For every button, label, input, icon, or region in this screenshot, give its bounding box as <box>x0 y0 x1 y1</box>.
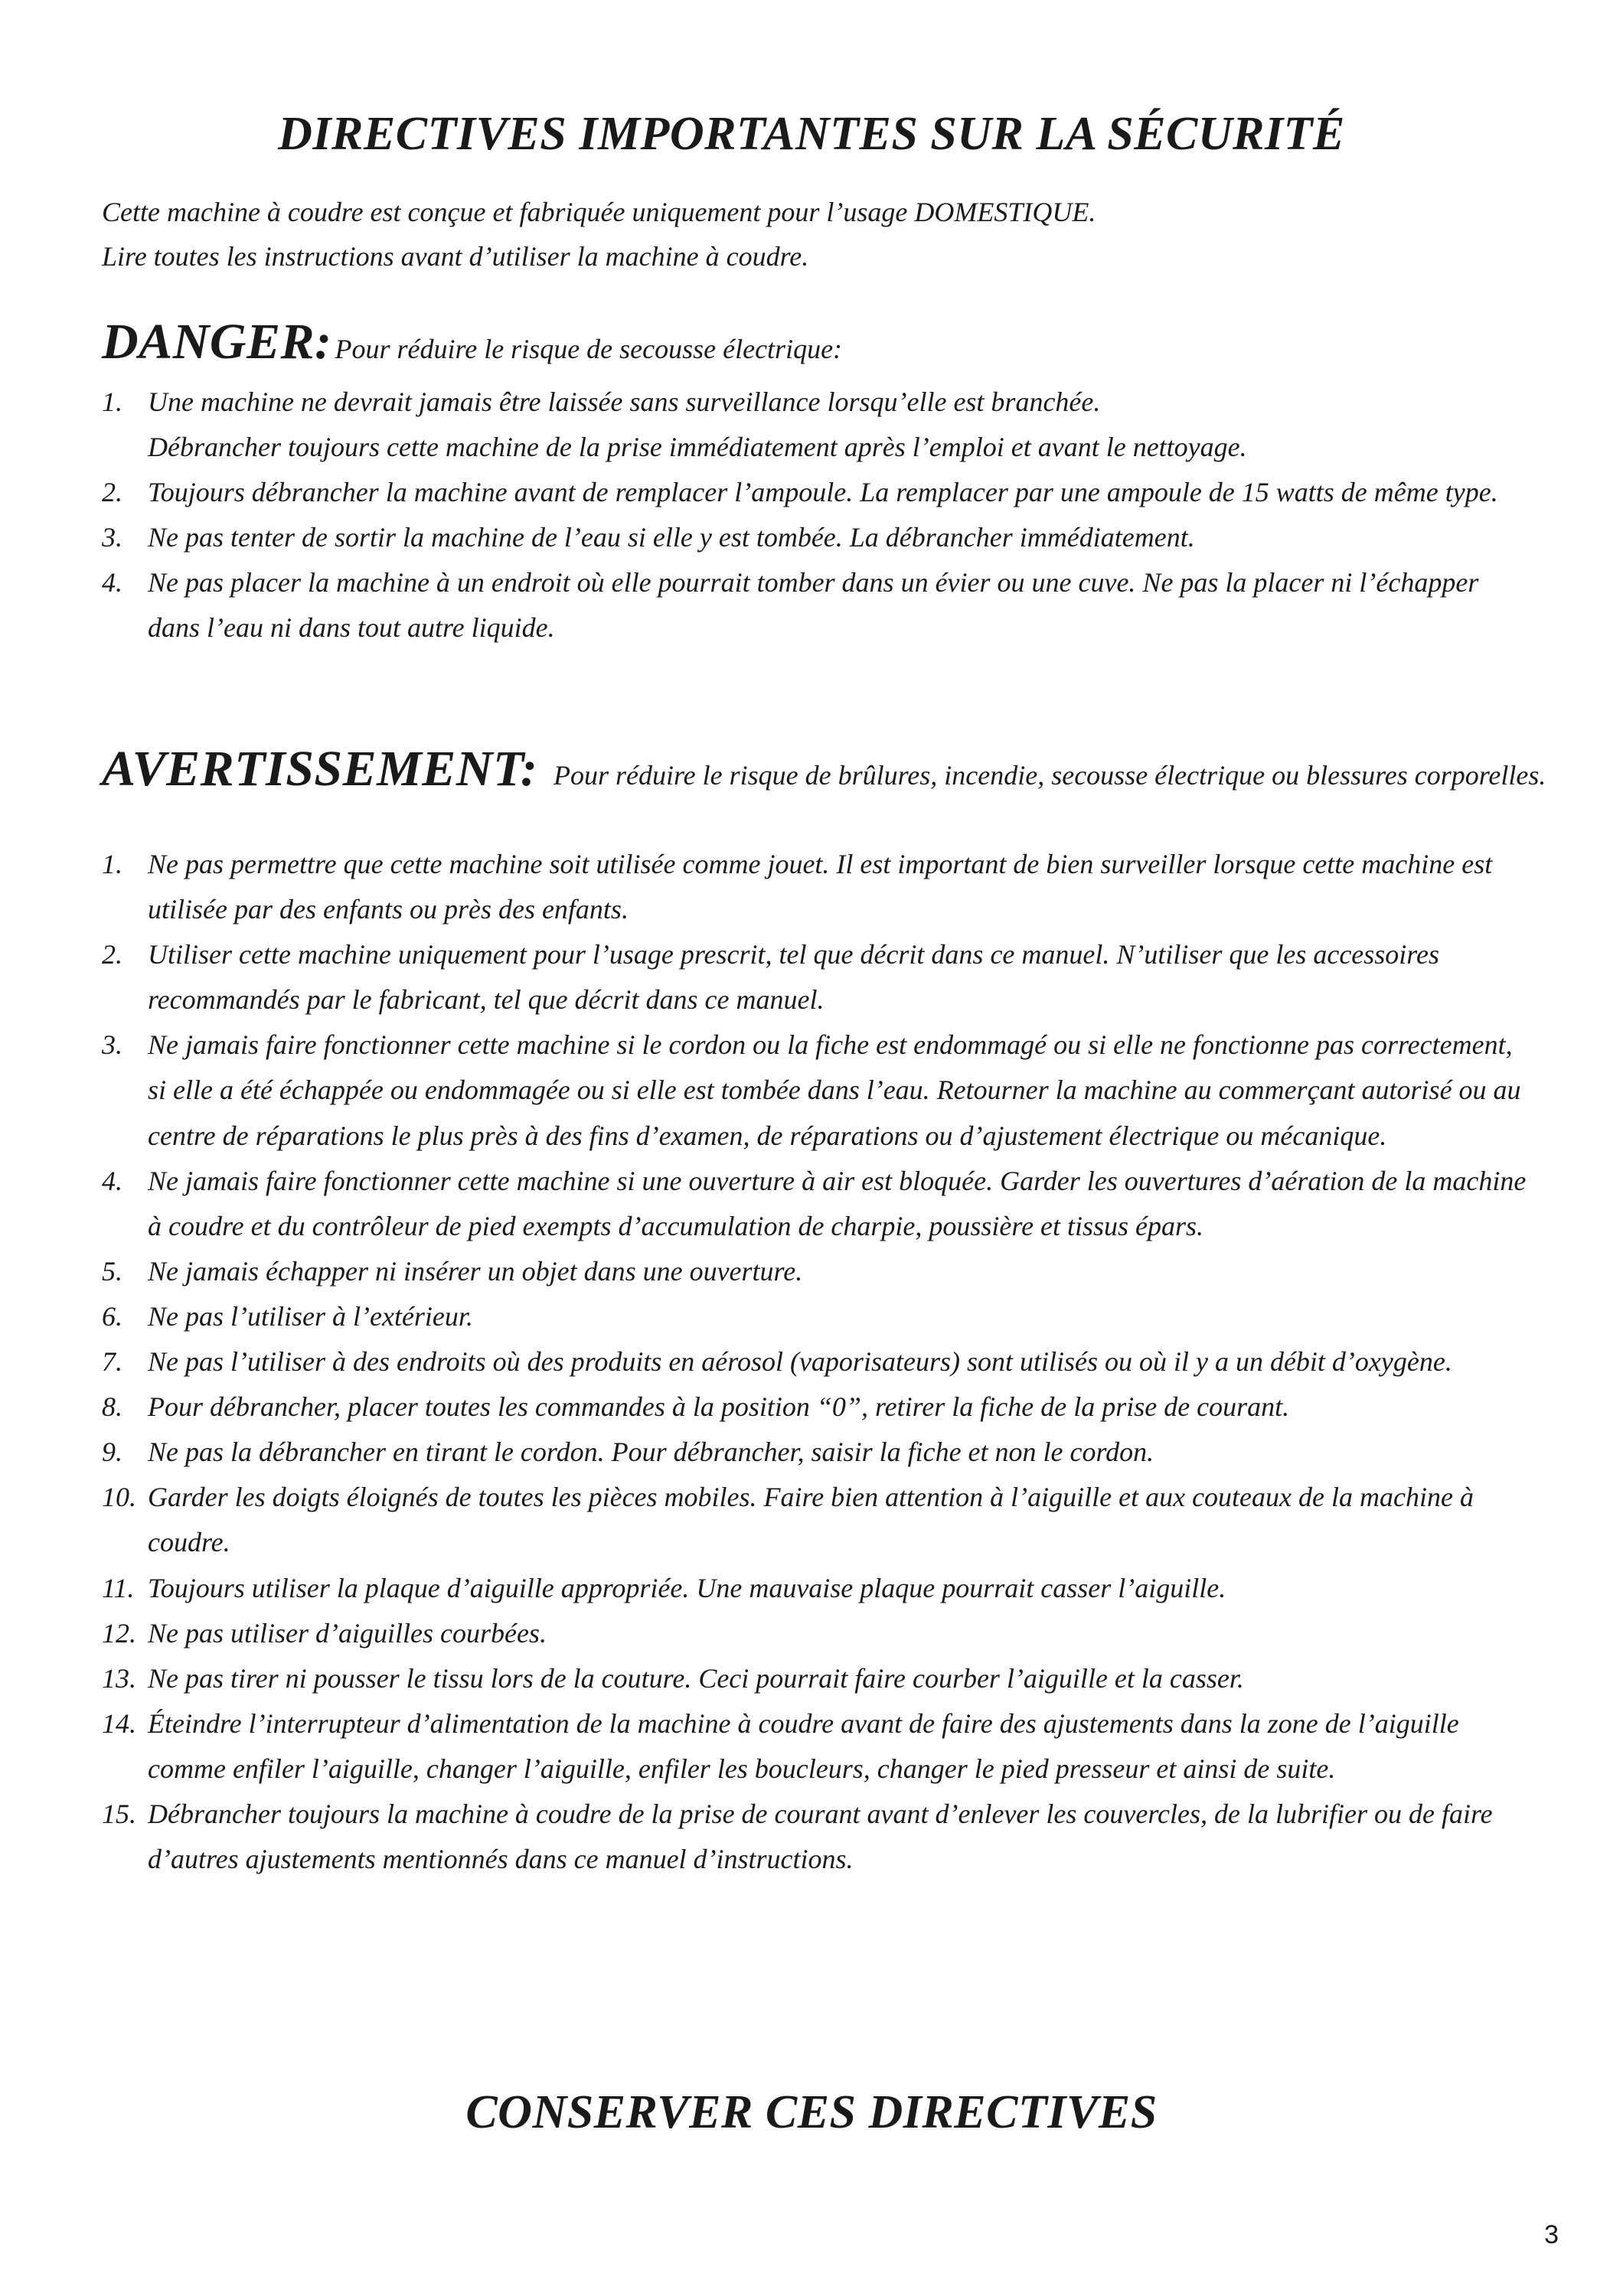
item-number: 15. <box>102 1798 136 1829</box>
list-item <box>102 470 1533 515</box>
item-text: Éteindre l’interrupteur d’alimentation de la machine à coudre avant de faire des ajustements dans la zone de l’aiguille comme enfiler l’aiguille, changer l’aiguille, enfiler les boucleurs, changer le pied presseur et ainsi de suite. <box>148 1707 1459 1784</box>
list-item <box>102 1339 1533 1384</box>
item-number: 12. <box>102 1617 136 1649</box>
avertissement-subheading: Pour réduire le risque de brûlures, incendie, secousse électrique ou blessures corporelles. <box>554 760 1546 791</box>
list-item <box>102 1566 1533 1611</box>
list-item <box>102 1701 1533 1792</box>
item-text: Ne pas la débrancher en tirant le cordon. Pour débrancher, saisir la fiche et non le cordon. <box>148 1437 1154 1468</box>
list-item <box>102 515 1533 560</box>
item-text: Toujours utiliser la plaque d’aiguille appropriée. Une mauvaise plaque pourrait casser l’aiguille. <box>148 1572 1226 1603</box>
item-number: 2. <box>102 939 122 970</box>
list-item <box>102 380 1533 470</box>
item-text: Ne pas permettre que cette machine soit utilisée comme jouet. Il est important de bien surveiller lorsque cette machine est utilisée par des enfants ou près des enfants. <box>148 849 1493 925</box>
danger-subheading: Pour réduire le risque de secousse électrique: <box>335 334 843 364</box>
item-number: 1. <box>102 849 122 879</box>
item-number: 3. <box>102 1029 122 1061</box>
intro-line: Lire toutes les instructions avant d’utiliser la machine à coudre. <box>102 241 809 272</box>
list-item <box>102 932 1533 1022</box>
item-text: Ne jamais échapper ni insérer un objet dans une ouverture. <box>148 1255 803 1287</box>
item-number: 13. <box>102 1662 136 1694</box>
item-text: Ne jamais faire fonctionner cette machine si le cordon ou la fiche est endommagé ou si elle ne fonctionne pas correctement, si elle a été échappée ou endommagée ou si elle est tombée dans l’eau. Retourner la machine au commerçant autorisé ou au centre de réparations le plus près à des fins d’examen, de réparations ou d’ajustement électrique ou mécanique. <box>148 1029 1521 1151</box>
list-item <box>102 1384 1533 1430</box>
list-item <box>102 1656 1533 1701</box>
item-text: Pour débrancher, placer toutes les commandes à la position “0”, retirer la fiche de la prise de courant. <box>148 1391 1290 1423</box>
item-text: Une machine ne devrait jamais être laissée sans surveillance lorsqu’elle est branchée. <box>148 386 1101 417</box>
danger-list <box>102 380 1533 651</box>
item-number: 10. <box>102 1482 136 1513</box>
item-text: Ne jamais faire fonctionner cette machine si une ouverture à air est bloquée. Garder les ouvertures d’aération de la machine à coudre et du contrôleur de pied exempts d’accumulation de charpie, poussière et tissus épars. <box>148 1165 1527 1241</box>
list-item <box>102 1294 1533 1339</box>
item-text: Débrancher toujours la machine à coudre de la prise de courant avant d’enlever les couvercles, de la lubrifier ou de faire d’autres ajustements mentionnés dans ce manuel d’instructions. <box>148 1798 1493 1875</box>
page-number: 3 <box>1544 2220 1559 2249</box>
danger-heading <box>102 308 842 390</box>
item-number: 9. <box>102 1437 122 1468</box>
item-text: Utiliser cette machine uniquement pour l’usage prescrit, tel que décrit dans ce manuel. N’utiliser que les accessoires recommandés par le fabricant, tel que décrit dans ce manuel. <box>148 939 1439 1016</box>
avertissement-heading-word: AVERTISSEMENT: <box>102 741 538 797</box>
list-item <box>102 1475 1533 1565</box>
item-number: 5. <box>102 1255 122 1287</box>
list-item <box>102 842 1533 932</box>
list-item <box>102 1249 1533 1294</box>
list-item <box>102 1430 1533 1475</box>
item-text: Ne pas tenter de sortir la machine de l’eau si elle y est tombée. La débrancher immédiatement. <box>148 522 1195 553</box>
item-text: Débrancher toujours cette machine de la prise immédiatement après l’emploi et avant le nettoyage. <box>148 432 1247 463</box>
item-text: Ne pas tirer ni pousser le tissu lors de la couture. Ceci pourrait faire courber l’aiguille et la casser. <box>148 1662 1244 1694</box>
list-item <box>102 1792 1533 1882</box>
item-number: 4. <box>102 567 122 598</box>
item-text: Toujours débrancher la machine avant de remplacer l’ampoule. La remplacer par une ampoule de 15 watts de même type. <box>148 477 1498 508</box>
item-text: Ne pas utiliser d’aiguilles courbées. <box>148 1617 547 1649</box>
item-text: Ne pas placer la machine à un endroit où elle pourrait tomber dans un évier ou une cuve. Ne pas la placer ni l’échapper dans l’eau ni dans tout autre liquide. <box>148 567 1479 644</box>
list-item <box>102 1022 1533 1158</box>
page-title: DIRECTIVES IMPORTANTES SUR LA SÉCURITÉ <box>278 108 1345 160</box>
list-item <box>102 560 1533 651</box>
item-number: 11. <box>102 1572 135 1603</box>
list-item <box>102 1611 1533 1656</box>
item-number: 2. <box>102 477 122 508</box>
list-item <box>102 1159 1533 1249</box>
intro-line: Cette machine à coudre est conçue et fabriquée uniquement pour l’usage DOMESTIQUE. <box>102 197 1096 227</box>
item-number: 4. <box>102 1165 122 1196</box>
intro-paragraph <box>102 190 1526 279</box>
item-text: Ne pas l’utiliser à l’extérieur. <box>148 1300 473 1332</box>
avertissement-list <box>102 842 1533 1882</box>
item-number: 6. <box>102 1300 122 1332</box>
item-number: 7. <box>102 1346 122 1378</box>
item-number: 1. <box>102 386 122 417</box>
danger-heading-word: DANGER: <box>102 314 332 370</box>
item-number: 14. <box>102 1707 136 1739</box>
item-text: Garder les doigts éloignés de toutes les pièces mobiles. Faire bien attention à l’aiguille et aux couteaux de la machine à coudre. <box>148 1482 1474 1558</box>
closing-title: CONSERVER CES DIRECTIVES <box>465 2086 1158 2138</box>
item-number: 3. <box>102 522 122 553</box>
item-text: Ne pas l’utiliser à des endroits où des produits en aérosol (vaporisateurs) sont utilisés ou où il y a un débit d’oxygène. <box>148 1346 1452 1378</box>
item-number: 8. <box>102 1391 122 1423</box>
